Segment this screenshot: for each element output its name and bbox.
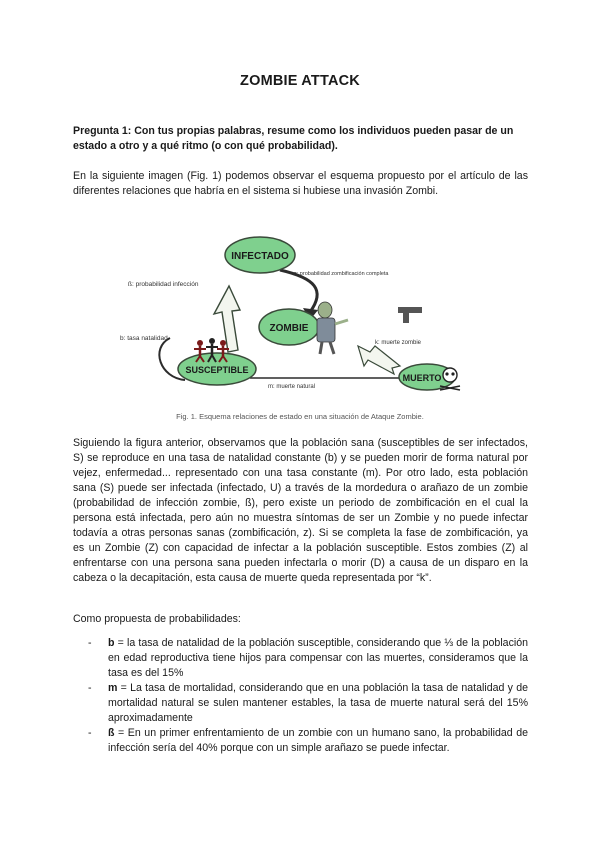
probabilities-list <box>88 636 528 756</box>
node-infectado-label: INFECTADO <box>231 251 289 262</box>
probabilities-intro: Como propuesta de probabilidades: <box>73 613 241 625</box>
list-item <box>88 636 528 681</box>
list-item <box>88 681 528 726</box>
figure-caption: Fig. 1. Esquema relaciones de estado en una situación de Ataque Zombie. <box>176 412 424 421</box>
list-item <box>88 726 528 756</box>
node-zombie-label: ZOMBIE <box>269 323 309 334</box>
state-diagram-figure <box>110 228 491 397</box>
node-susceptible-label: SUSCEPTIBLE <box>185 365 249 375</box>
question-text: : Con tus propias palabras, resume como los individuos pueden pasar de un estado a otro y a qué ritmo (o con qué probabilidad). <box>73 125 514 152</box>
list-term: m <box>108 682 118 694</box>
list-term: ß <box>108 727 115 739</box>
document-title: ZOMBIE ATTACK <box>240 73 360 89</box>
node-muerto-label: MUERTO <box>402 373 442 383</box>
list-dash: - <box>88 637 92 649</box>
question-1 <box>73 124 528 154</box>
list-dash: - <box>88 727 92 739</box>
question-label: Pregunta 1 <box>73 125 128 137</box>
label-infeccion: ß: probabilidad infección <box>128 281 199 288</box>
list-term: b <box>108 637 115 649</box>
explanation-paragraph: Siguiendo la figura anterior, observamos que la población sana (susceptibles de ser infectados, S) se reproduce en una tasa de natalidad constante (b) y se pueden morir de forma natural por vejez, enfermedad... representado con una tasa constante (m). Por otro lado, esta población sana (S) puede ser infectada (infectado, U) a través de la mordedura o arañazo de un zombie (probabilidad de infección zombie, ß), pero existe un periodo de zombificación en el cual la persona está infectada, pero aún no muestra síntomas de ser un Zombie y no puede infectar todavía a otras personas sanas (zombificación, z). Si se completa la fase de zombificación, ya es un Zombie (Z) con capacidad de infectar a la población susceptible. Estos zombies (Z) al enfrentarse con una persona sana pueden infectarla o morir (D) a causa de un disparo en la cabeza o la decapitación, esta causa de muerte queda representada por “k”. <box>73 437 528 584</box>
label-zombificacion: ɀ: probabilidad zombificación completa <box>294 271 389 277</box>
label-muerte-zombie: k: muerte zombie <box>375 340 422 346</box>
list-dash: - <box>88 682 92 694</box>
list-text: = En un primer enfrentamiento de un zombie con un humano sano, la probabilidad de infección sería del 40% porque con un simple arañazo se puede infectar. <box>108 727 528 754</box>
intro-paragraph: En la siguiente imagen (Fig. 1) podemos observar el esquema propuesto por el artículo de las diferentes relaciones que habría en el sistema si hubiese una invasión Zombi. <box>73 170 528 197</box>
label-natalidad: b: tasa natalidad <box>120 335 168 342</box>
label-muerte-natural: m: muerte natural <box>268 384 316 390</box>
list-text: = La tasa de mortalidad, considerando que en una población la tasa de natalidad y de mortalidad natural se sulen mantener estables, la tasa de muerte natural será del 15% aproximadamente <box>108 682 528 724</box>
list-text: = la tasa de natalidad de la población susceptible, considerando que ⅓ de la población en edad reproductiva tiene hijos para compensar con las muertes, consideramos que la tasa es del 15% <box>108 637 528 679</box>
